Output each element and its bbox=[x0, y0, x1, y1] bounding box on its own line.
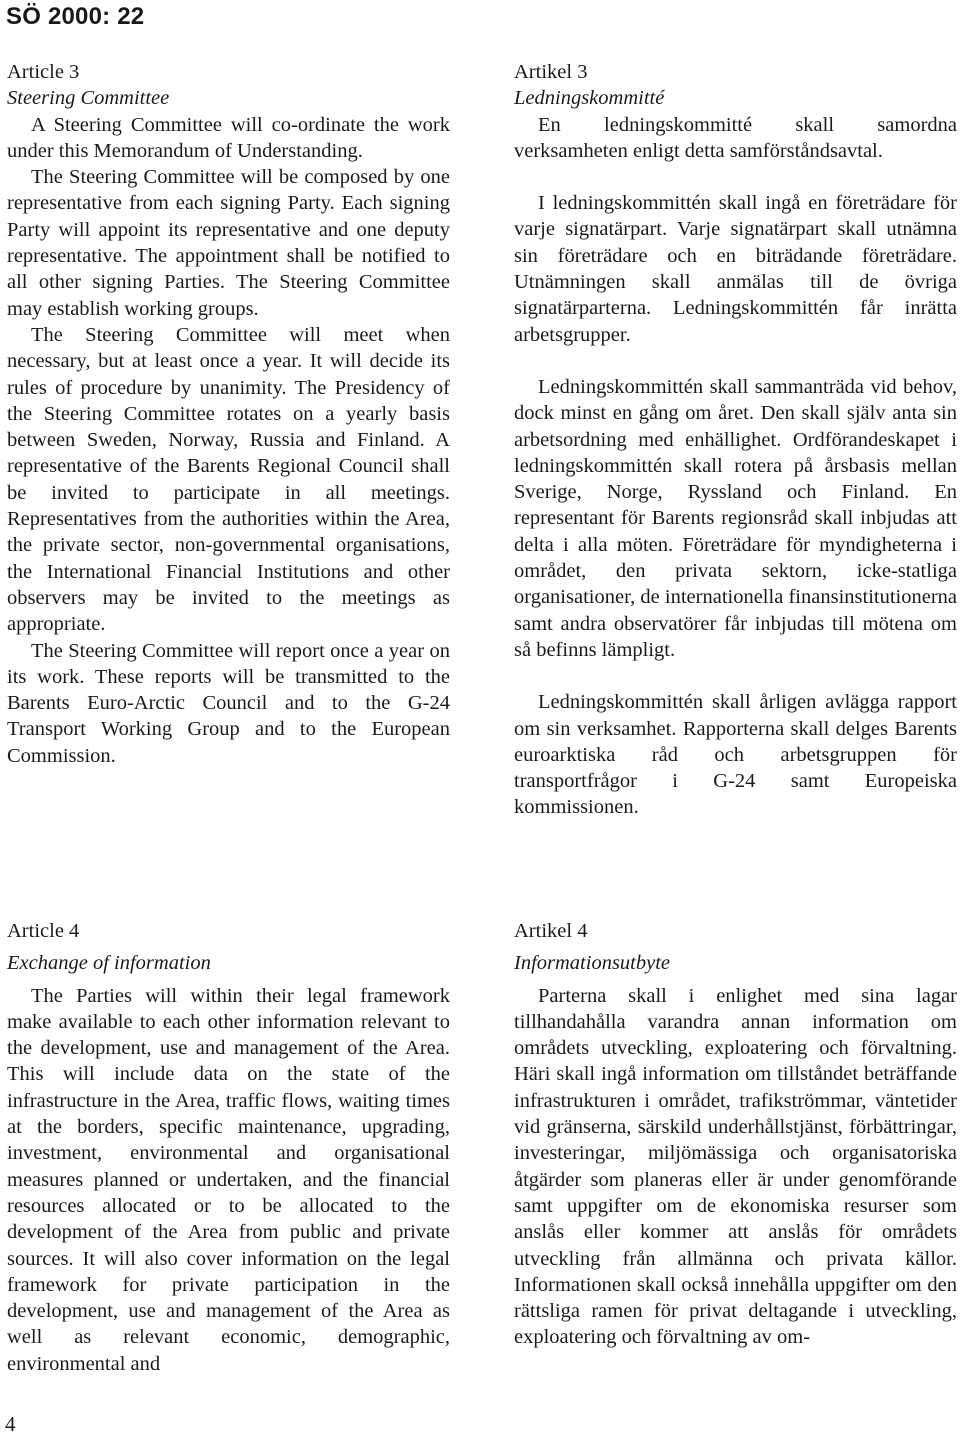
article-number: Article 3 bbox=[7, 61, 80, 83]
paragraph: Ledningskommittén skall årligen avlägga rapport om sin verksamhet. Rapporterna skall delges Barents euroarktiska råd och arbetsgruppen för transportfrågor i G-24 samt Europeiska kommissionen. bbox=[514, 691, 957, 819]
article-number: Artikel 4 bbox=[514, 920, 588, 942]
article-4-swedish bbox=[514, 918, 957, 1351]
article-title: Steering Committee bbox=[7, 87, 170, 110]
article-3-english bbox=[7, 59, 450, 769]
paragraph: The Steering Committee will be composed by one representative from each signing Party. Each signing Party will appoint its representative and one deputy representative. The appointment shall be notified to all other signing Parties. The Steering Committee may establish working groups. bbox=[7, 166, 450, 320]
article-number: Artikel 3 bbox=[514, 61, 588, 83]
article-number: Article 4 bbox=[7, 920, 80, 942]
article-title: Exchange of information bbox=[7, 952, 211, 975]
paragraph: Ledningskommittén skall sammanträda vid behov, dock minst en gång om året. Den skall själv anta sin arbetsordning med enhällighet. Ordförandeskapet i ledningskommittén skall rotera på årsbasis mellan Sverige, Norge, Ryssland och Finland. En representant för Barents regionsråd skall inbjudas att delta i alla möten. Företrädare för myndigheterna i området, den privata sektorn, icke-statliga organisationer, de internationella finansinstitutionerna samt andra observatörer får inbjudas till mötena om så befinns lämpligt. bbox=[514, 375, 957, 661]
paragraph: A Steering Committee will co-ordinate the work under this Memorandum of Understanding. bbox=[7, 113, 450, 162]
article-title: Informationsutbyte bbox=[514, 952, 671, 975]
paragraph: I ledningskommittén skall ingå en företrädare för varje signatärpart. Varje signatärpart skall utnämna sin företrädare och en biträdande företrädare. Utnämningen skall anmälas till de övriga signatärparterna. Ledningskommittén får inrätta arbetsgrupper. bbox=[514, 192, 957, 346]
paragraph: The Steering Committee will report once a year on its work. These reports will be transmitted to the Barents Euro-Arctic Council and to the G-24 Transport Working Group and to the European Commission. bbox=[7, 639, 450, 767]
article-4-english bbox=[7, 918, 450, 1377]
page-number: 4 bbox=[5, 1412, 16, 1436]
article-3-swedish bbox=[514, 59, 957, 821]
paragraph: Parterna skall i enlighet med sina lagar tillhandahålla varandra annan information om områdets utveckling, exploatering och förvaltning. Häri skall ingå information om tillståndet beträffande infrastrukturen i området, trafikströmmar, väntetider vid gränserna, särskild underhållstjänst, förbättringar, investeringar, miljömässiga och organisatoriska åtgärder som planeras eller är under genomförande samt uppgifter om de ekonomiska resurser som anslås eller kommer att anslås för områdets utveckling från allmänna och privata källor. Informationen skall också innehålla uppgifter om den rättsliga ramen för privat deltagande i utveckling, exploatering och förvaltning av om- bbox=[514, 984, 957, 1349]
paragraph: The Parties will within their legal framework make available to each other information relevant to the development, use and management of the Area. This will include data on the state of the infrastructure in the Area, traffic flows, waiting times at the borders, specific maintenance, upgrading, investment, environmental and organisational measures planned or undertaken, and the financial resources allocated or to be allocated to the development of the Area from public and private sources. It will also cover information on the legal framework for private participation in the development, use and management of the Area as well as relevant economic, demographic, environmental and bbox=[7, 984, 450, 1375]
document-reference-header: SÖ 2000: 22 bbox=[6, 3, 145, 30]
paragraph: The Steering Committee will meet when necessary, but at least once a year. It will decide its rules of procedure by unanimity. The Presidency of the Steering Committee rotates on a yearly basis between Sweden, Norway, Russia and Finland. A representative of the Barents Regional Council shall be invited to participate in all meetings. Representatives from the authorities within the Area, the private sector, non-governmental organisations, the International Financial Institutions and other observers may be invited to the meetings as appropriate. bbox=[7, 323, 450, 636]
paragraph: En ledningskommitté skall samordna verksamheten enligt detta samförståndsavtal. bbox=[514, 113, 957, 162]
article-title: Ledningskommitté bbox=[514, 87, 665, 110]
